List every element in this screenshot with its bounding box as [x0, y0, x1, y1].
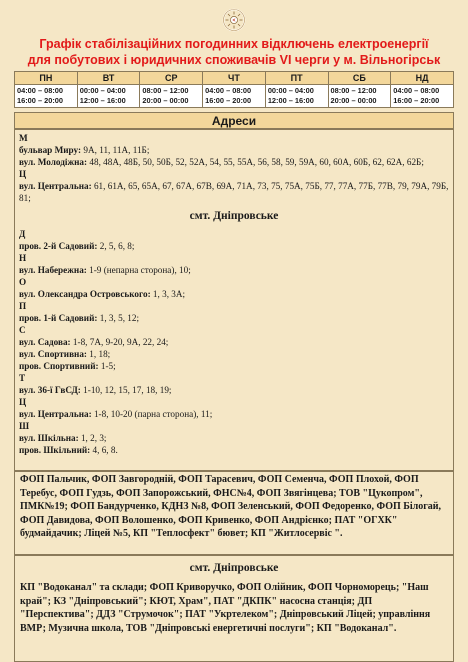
address-line	[19, 336, 449, 348]
address-line	[19, 384, 449, 396]
address-line	[19, 156, 449, 168]
address-line	[19, 288, 449, 300]
alphabet-letter: П	[19, 301, 27, 311]
alphabet-letter: С	[19, 325, 26, 335]
street-name: вул. Набережна:	[19, 265, 87, 275]
day-header: СР	[140, 72, 203, 85]
time-slot: 20:00 – 00:00	[330, 96, 377, 105]
house-numbers: 1, 3, 3А;	[150, 289, 186, 299]
alphabet-letter: Т	[19, 373, 26, 383]
day-header: НД	[391, 72, 454, 85]
street-name: вул. Центральна:	[19, 181, 92, 191]
street-name: пров. Шкільний:	[19, 445, 91, 455]
time-cell	[77, 85, 140, 108]
street-name: вул. Спортивна:	[19, 349, 87, 359]
schedule-header-row	[15, 72, 454, 85]
time-slot: 00:00 – 04:00	[267, 86, 314, 95]
house-numbers: 1, 18;	[87, 349, 111, 359]
schedule-table	[14, 71, 454, 108]
street-name: вул. Шкільна:	[19, 433, 79, 443]
alphabet-letter: Ц	[19, 397, 27, 407]
house-numbers: 1-9 (непарна сторона), 10;	[86, 265, 191, 275]
street-name: бульвар Миру:	[19, 145, 82, 155]
time-slot: 16:00 – 20:00	[17, 96, 64, 105]
address-line	[19, 348, 449, 360]
house-numbers: 61, 61А, 65, 65А, 67, 67А, 67В, 69А, 71А, 73, 75, 75А, 75Б, 77, 77А, 77Б, 77В, 79, 79А, 79Б, 81;	[19, 181, 449, 203]
town-organizations-title: смт. Дніпровське	[189, 562, 279, 574]
time-cell	[265, 85, 328, 108]
street-name: пров. 2-й Садовий:	[19, 241, 98, 251]
street-name: вул. 36-ї ГвСД:	[19, 385, 81, 395]
alphabet-letter: М	[19, 133, 28, 143]
time-slot: 12:00 – 16:00	[79, 96, 126, 105]
time-cell	[391, 85, 454, 108]
day-header: СБ	[328, 72, 391, 85]
house-numbers: 48, 48А, 48Б, 50, 50Б, 52, 52А, 54, 55, 55А, 56, 58, 59, 59А, 60, 60А, 60Б, 62, 62А, 62Б;	[87, 157, 424, 167]
schedule-times-row	[15, 85, 454, 108]
addresses-header: Адреси	[14, 112, 454, 129]
time-slot: 00:00 – 04:00	[79, 86, 126, 95]
day-header: ЧТ	[203, 72, 266, 85]
town-organizations-section	[14, 555, 454, 662]
title-line-2: для побутових і юридичних споживачів VI черги у м. Вільногірськ	[27, 53, 441, 67]
sun-emblem-icon	[222, 8, 246, 32]
street-name: вул. Молодіжна:	[19, 157, 88, 167]
street-name: пров. 1-й Садовий:	[19, 313, 98, 323]
address-line	[19, 240, 449, 252]
alphabet-letter: Ш	[19, 421, 30, 431]
alphabet-letter: Н	[19, 253, 27, 263]
street-name: вул. Центральна:	[19, 409, 92, 419]
city-address-list	[19, 132, 449, 204]
time-slot: 08:00 – 12:00	[330, 86, 377, 95]
time-slot: 20:00 – 00:00	[142, 96, 189, 105]
address-line	[19, 432, 449, 444]
notice-title	[0, 36, 468, 68]
city-organizations: ФОП Пальчик, ФОП Завгородній, ФОП Тарасевич, ФОП Семенча, ФОП Плохой, ФОП Теребус, ФОП Гудзь, ФОП Запорожський, ФНС№4, ФОП Звягінцева; ТОВ "Цукопром", ПМК№19; ФОП Бандурченко, КДНЗ №8, ФОП Зеленський, ФОП Федоренко, ФОП Білогай, ФОП Давидова, ФОП Волошенко, ФОП Кривенко, ФОП Андрієнко; ПАТ "ОГХК" будмайдачик; Ліцей №5, КП "Теплосфект" бювет; КП "Житлосервіс ".	[14, 471, 454, 555]
address-line	[19, 360, 449, 372]
street-name: вул. Садова:	[19, 337, 71, 347]
time-slot: 08:00 – 12:00	[142, 86, 189, 95]
address-line	[19, 312, 449, 324]
town-address-list	[19, 228, 449, 456]
house-numbers: 1-5;	[98, 361, 116, 371]
time-cell	[15, 85, 78, 108]
time-slot: 04:00 – 08:00	[205, 86, 252, 95]
house-numbers: 1-8, 10-20 (парна сторона), 11;	[91, 409, 213, 419]
alphabet-letter: О	[19, 277, 27, 287]
town-organizations: КП "Водоканал" та склади; ФОП Криворучко, ФОП Олійник, ФОП Чорноморець; "Наш край"; КЗ "Дніпровський"; КЮТ, Храм", ПАТ "ДКПК" насосна станція; ДП "Перспектива"; ДДЗ "Струмочок"; ПАТ "Укртелеком"; Дніпровський Ліцей; управління ВМР; Музична школа, ТОВ "Дніпровські енергетичні послуги"; КП "Водоканал".	[20, 582, 431, 634]
address-line	[19, 444, 449, 456]
address-line	[19, 144, 449, 156]
alphabet-letter: Д	[19, 229, 26, 239]
day-header: ВТ	[77, 72, 140, 85]
town-section-title: смт. Дніпровське	[189, 210, 279, 222]
alphabet-letter: Ц	[19, 169, 27, 179]
house-numbers: 1-10, 12, 15, 17, 18, 19;	[80, 385, 172, 395]
time-slot: 16:00 – 20:00	[205, 96, 252, 105]
house-numbers: 1, 3, 5, 12;	[97, 313, 140, 323]
time-cell	[328, 85, 391, 108]
title-line-1: Графік стабілізаційних погодинних відключень електроенергії	[39, 37, 429, 51]
time-slot: 04:00 – 08:00	[393, 86, 440, 95]
address-line	[19, 180, 449, 204]
time-slot: 04:00 – 08:00	[17, 86, 64, 95]
addresses-body	[14, 129, 454, 471]
time-slot: 16:00 – 20:00	[393, 96, 440, 105]
house-numbers: 1, 2, 3;	[78, 433, 107, 443]
day-header: ПТ	[265, 72, 328, 85]
house-numbers: 2, 5, 6, 8;	[97, 241, 135, 251]
house-numbers: 4, 6, 8.	[90, 445, 118, 455]
time-cell	[140, 85, 203, 108]
time-slot: 12:00 – 16:00	[267, 96, 314, 105]
day-header: ПН	[15, 72, 78, 85]
house-numbers: 9А, 11, 11А, 11Б;	[81, 145, 150, 155]
street-name: пров. Спортивний:	[19, 361, 99, 371]
time-cell	[203, 85, 266, 108]
address-line	[19, 264, 449, 276]
house-numbers: 1-8, 7А, 9-20, 9А, 22, 24;	[70, 337, 169, 347]
street-name: вул. Олександра Островського:	[19, 289, 151, 299]
address-line	[19, 408, 449, 420]
